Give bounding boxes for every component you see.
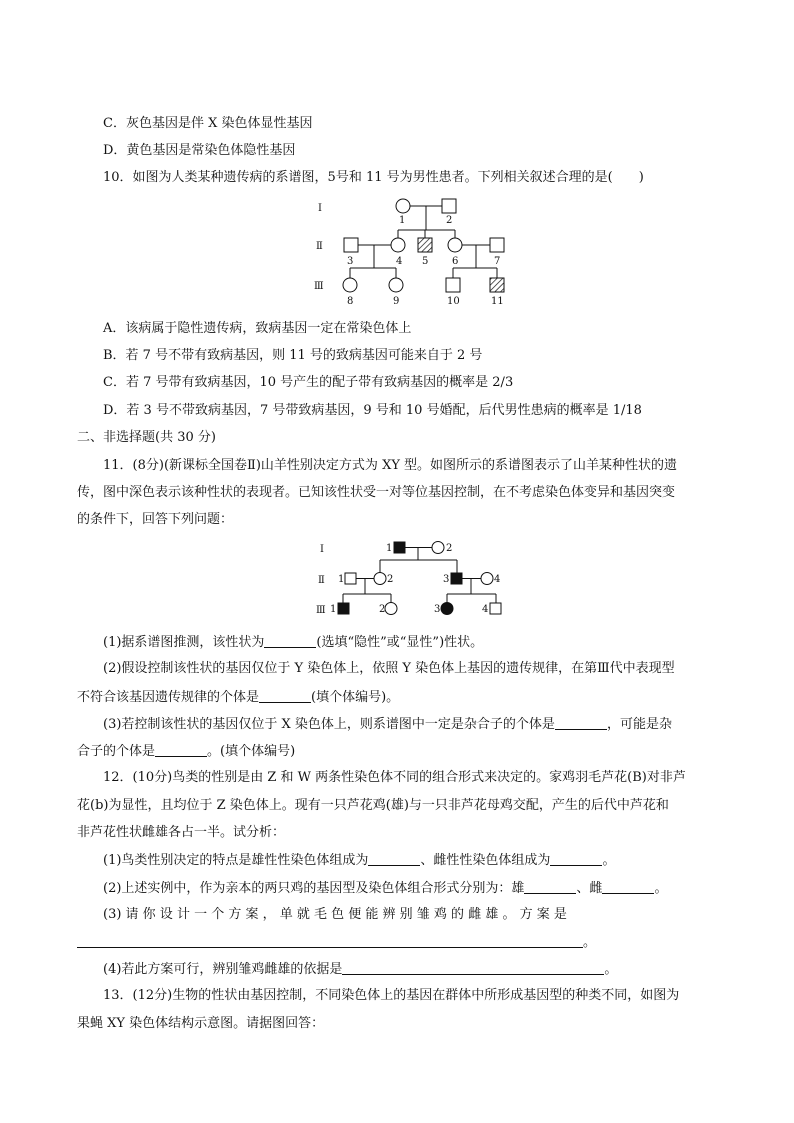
q10-id-6: 6 [452, 256, 459, 267]
q12-sub2-tail: 。 [654, 881, 668, 896]
q11-ind-iii3 [441, 603, 453, 615]
q12-sub1-blank-1[interactable] [368, 851, 420, 866]
section-title: 二、非选择题(共 30 分) [77, 430, 216, 445]
q12-sub1 [103, 851, 615, 870]
q10-ind-3 [344, 238, 358, 252]
q12-sub2-mid: 、雌 [576, 881, 603, 896]
q12-sub2 [103, 879, 667, 898]
q11-ind-ii2 [374, 573, 386, 585]
q12-sub1-text: (1)鸟类性别决定的特点是雄性性染色体组成为 [103, 853, 369, 868]
q10-ind-10 [446, 278, 460, 292]
q11-sub1 [103, 633, 483, 652]
q11-sub2-line-1: (2)假设控制该性状的基因仅位于 Y 染色体上，依照 Y 染色体上基因的遗传规律，在第Ⅲ代中表现型 [103, 661, 675, 676]
q11-id-ii2: 2 [387, 574, 394, 585]
q10-gen-label-3: Ⅲ [314, 281, 324, 292]
q10-ind-5 [418, 238, 432, 252]
q12-stem-line-1: 12．(10分)鸟类的性别是由 Z 和 W 两条性染色体不同的组合形式来决定的。家鸡羽毛芦花(B)对非芦 [103, 770, 686, 785]
q10-ind-6 [448, 238, 462, 252]
q10-option-a: A．该病属于隐性遗传病，致病基因一定在常染色体上 [103, 321, 412, 336]
q9-option-d: D．黄色基因是常染色体隐性基因 [103, 143, 296, 158]
q11-ind-i2 [432, 542, 444, 554]
q12-sub3-tail: 。 [583, 935, 597, 950]
q10-option-b: B．若 7 号不带有致病基因，则 11 号的致病基因可能来自于 2 号 [103, 348, 483, 363]
q10-id-3: 3 [347, 256, 354, 267]
q11-id-ii3: 3 [443, 574, 450, 585]
q10-id-7: 7 [494, 256, 501, 267]
q11-id-iii2: 2 [379, 604, 386, 615]
q10-id-9: 9 [393, 296, 400, 307]
q11-ind-ii4 [481, 573, 493, 585]
q11-sub1-blank[interactable] [264, 633, 316, 648]
q11-id-iii4: 4 [482, 604, 489, 615]
q11-sub3-line-2 [77, 742, 295, 761]
q10-id-8: 8 [347, 296, 354, 307]
q10-id-2: 2 [446, 215, 453, 226]
q11-gen-label-3: Ⅲ [316, 605, 326, 616]
q10-ind-11 [490, 278, 504, 292]
q12-stem-line-2: 花(b)为显性，且均位于 Z 染色体上。现有一只芦花鸡(雄)与一只非芦花母鸡交配，产生的后代中芦花和 [77, 798, 669, 813]
q11-sub2-blank[interactable] [259, 688, 311, 703]
q11-sub2-tail: (填个体编号)。 [311, 690, 400, 705]
q11-id-iii3: 3 [434, 604, 441, 615]
q11-ind-iii2 [385, 603, 397, 615]
q13-stem-line-1: 13．(12分)生物的性状由基因控制，不同染色体上的基因在群体中所形成基因型的种类不同，如图为 [103, 988, 680, 1003]
q11-gen-label-1: Ⅰ [320, 544, 324, 555]
q12-sub1-blank-2[interactable] [550, 851, 602, 866]
q11-ind-iii1 [338, 603, 349, 614]
q10-gen-label-1: Ⅰ [318, 203, 322, 214]
q11-stem-line-1: 11．(8分)(新课标全国卷Ⅱ)山羊性别决定方式为 XY 型。如图所示的系谱图表示了山羊某种性状的遗 [103, 458, 678, 473]
q12-sub4-text: (4)若此方案可行，辨别雏鸡雌雄的依据是 [103, 962, 343, 977]
q10-ind-9 [389, 278, 403, 292]
q12-sub3-blank[interactable] [77, 933, 583, 948]
q10-ind-7 [490, 238, 504, 252]
q10-id-4: 4 [396, 256, 403, 267]
q12-sub2-text: (2)上述实例中，作为亲本的两只鸡的基因型及染色体组合形式分别为：雄 [103, 881, 525, 896]
q10-id-10: 10 [447, 296, 460, 307]
q10-ind-8 [343, 278, 357, 292]
q13-stem-line-2: 果蝇 XY 染色体结构示意图。请据图回答： [77, 1016, 325, 1031]
q11-sub3-tail: 。(填个体编号) [207, 744, 296, 759]
q11-stem-line-2: 传，图中深色表示该种性状的表现者。已知该性状受一对等位基因控制，在不考虑染色体变异和基因突变 [77, 485, 676, 500]
q10-ind-2 [442, 199, 456, 213]
q12-stem-line-3: 非芦花性状雌雄各占一半。试分析： [77, 825, 286, 840]
q11-sub3-blank-2[interactable] [155, 742, 207, 757]
q11-ind-ii1 [345, 573, 356, 584]
q11-gen-label-2: Ⅱ [318, 575, 325, 586]
q12-sub4-blank[interactable] [342, 960, 604, 975]
q11-ind-ii3 [451, 573, 462, 584]
q10-option-c: C．若 7 号带有致病基因，10 号产生的配子带有致病基因的概率是 2/3 [103, 375, 514, 390]
q10-id-11: 11 [491, 296, 504, 307]
q12-sub3-line-2 [77, 933, 596, 952]
q11-id-ii4: 4 [494, 574, 501, 585]
q10-ind-4 [391, 238, 405, 252]
q11-ind-iii4 [490, 603, 501, 614]
q10-id-1: 1 [399, 215, 406, 226]
q12-sub4-tail: 。 [604, 962, 618, 977]
q10-ind-1 [396, 199, 410, 213]
q12-sub4 [103, 960, 617, 979]
q11-id-i2: 2 [446, 543, 453, 554]
q11-ind-i1 [394, 542, 405, 553]
q10-option-d: D．若 3 号不带致病基因，7 号带致病基因，9 号和 10 号婚配，后代男性患病的概率是 1/18 [103, 403, 642, 418]
q10-gen-label-2: Ⅱ [316, 241, 323, 252]
q11-sub2-text: 不符合该基因遗传规律的个体是 [77, 690, 260, 705]
q12-sub2-blank-1[interactable] [524, 879, 576, 894]
q11-pedigree-figure [300, 536, 520, 626]
q11-id-iii1: 1 [330, 604, 337, 615]
q12-sub1-mid: 、雌性性染色体组成为 [420, 853, 551, 868]
q11-sub3-line-1 [103, 715, 672, 734]
q11-id-i1: 1 [386, 543, 393, 554]
q11-sub1-text: (1)据系谱图推测，该性状为 [103, 635, 265, 650]
q11-sub3-mid: ，可能是杂 [606, 717, 672, 732]
q11-sub2-line-2 [77, 688, 399, 707]
q11-sub3-blank-1[interactable] [555, 715, 607, 730]
q10-pedigree-figure [300, 192, 530, 312]
q12-sub1-tail: 。 [602, 853, 616, 868]
q10-id-5: 5 [422, 256, 429, 267]
q11-sub1-tail: (选填“隐性”或“显性”)性状。 [316, 635, 484, 650]
q12-sub2-blank-2[interactable] [602, 879, 654, 894]
q11-stem-line-3: 的条件下，回答下列问题： [77, 512, 234, 527]
q9-option-c: C．灰色基因是伴 X 染色体显性基因 [103, 116, 313, 131]
q10-stem: 10．如图为人类某种遗传病的系谱图，5号和 11 号为男性患者。下列相关叙述合理的是( ) [103, 170, 644, 185]
q11-sub3-text: (3)若控制该性状的基因仅位于 X 染色体上，则系谱图中一定是杂合子的个体是 [103, 717, 555, 732]
q12-sub3-line-1: (3) 请 你 设 计 一 个 方 案 ， 单 就 毛 色 便 能 辨 别 雏 鸡 的 雌 雄 。 方 案 是 [103, 907, 567, 922]
q11-sub3-text-2: 合子的个体是 [77, 744, 156, 759]
q11-id-ii1: 1 [338, 574, 345, 585]
